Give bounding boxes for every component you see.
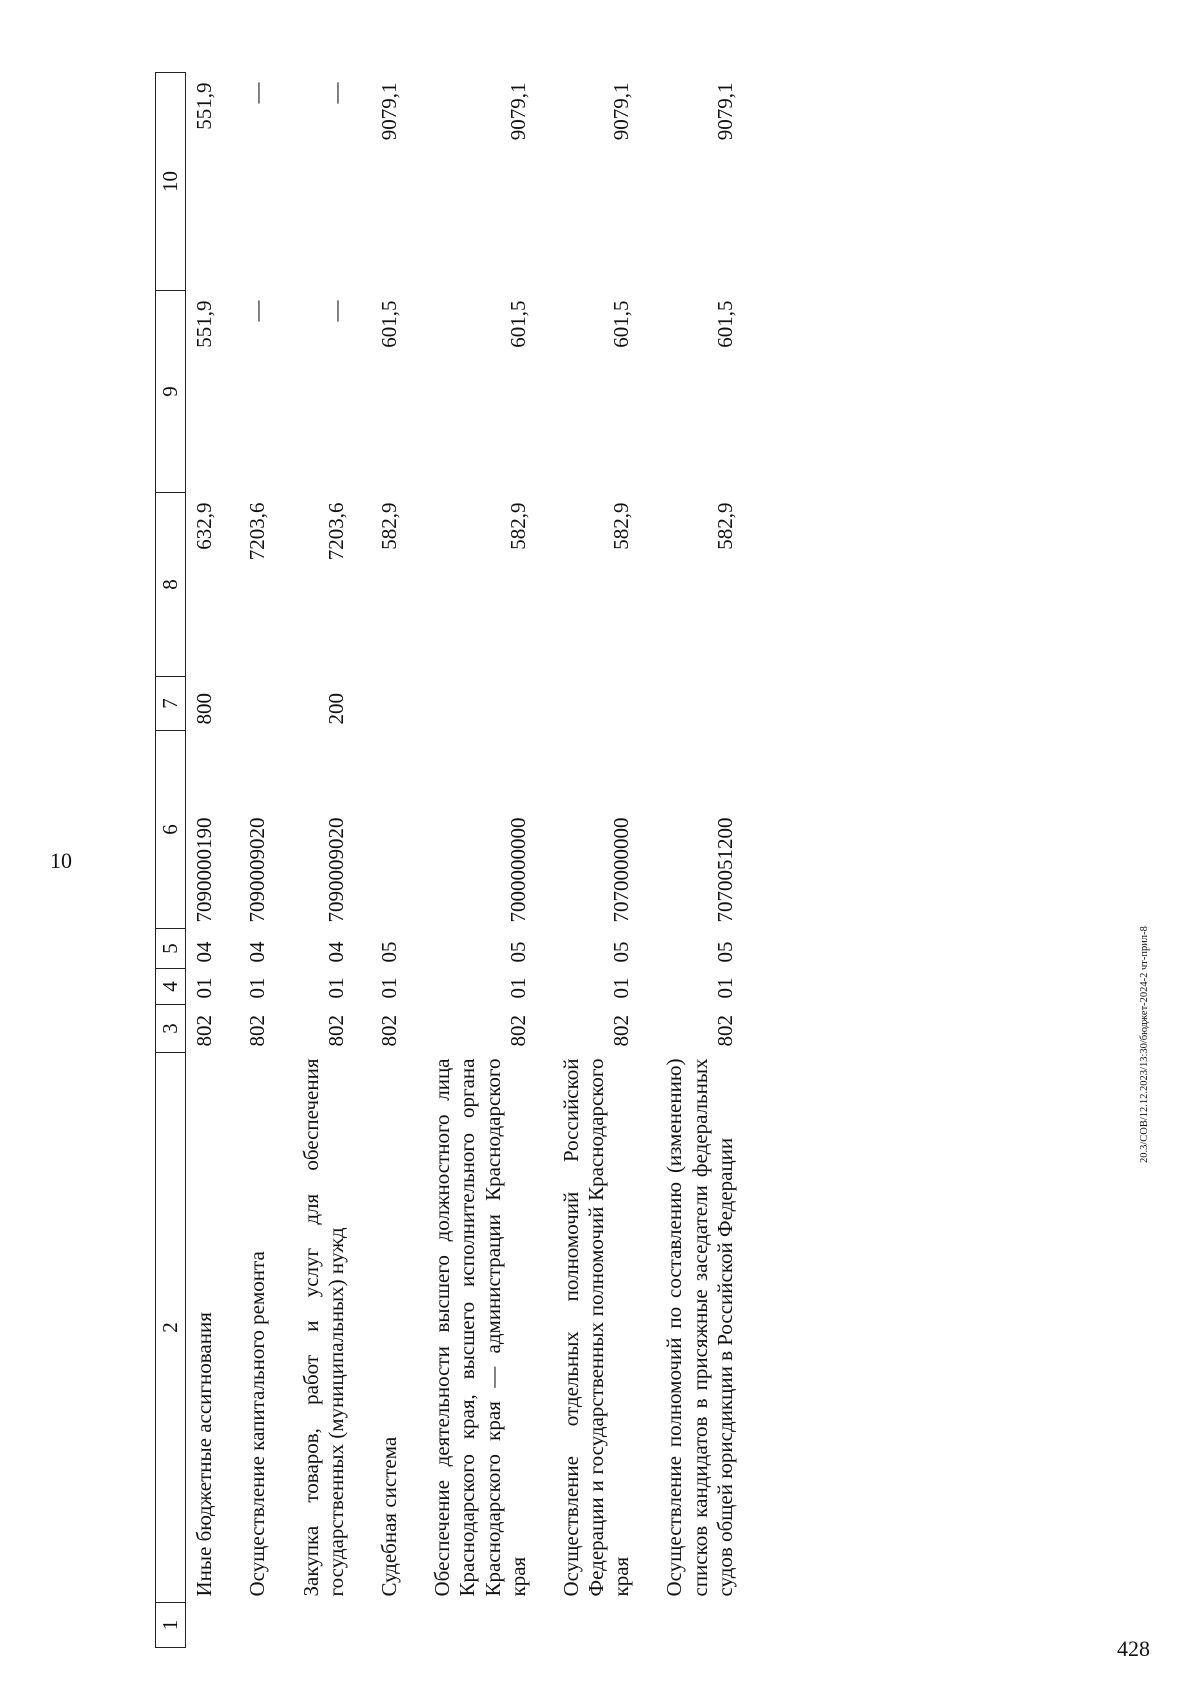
table-row xyxy=(553,73,657,1648)
cell-col-2: Осуществление капитального ремонта xyxy=(245,1251,270,1597)
cell-col-5: 04 xyxy=(245,941,270,963)
cell-col-5: 04 xyxy=(192,941,217,963)
cell-col-4: 01 xyxy=(245,977,270,999)
header-cell: 1 xyxy=(156,1603,186,1648)
header-cell: 3 xyxy=(156,1005,186,1053)
cell-col-4: 01 xyxy=(376,977,401,999)
cell-col-8: 7203,6 xyxy=(323,502,348,561)
table-row xyxy=(424,73,553,1648)
table-row xyxy=(293,73,371,1648)
cell-col-2: Закупка товаров, работ и услуг для обеспечения государственных (муниципальных) нужд xyxy=(298,1058,348,1597)
header-cell: 5 xyxy=(156,929,186,969)
rotated-table-container xyxy=(155,73,1055,1648)
cell-col-8: 582,9 xyxy=(712,502,737,550)
cell-col-9: 551,9 xyxy=(192,300,217,348)
cell-col-1 xyxy=(424,1603,553,1648)
cell-col-2: Обеспечение деятельности высшего должностного лица Краснодарского края, высшего исполнительного органа Краснодарского края — администрации Краснодарского края xyxy=(430,1058,530,1597)
cell-col-9: 601,5 xyxy=(376,300,401,348)
cell-col-3: 802 xyxy=(712,1015,737,1047)
cell-col-4: 01 xyxy=(505,977,530,999)
cell-col-6: 7090009020 xyxy=(323,817,348,923)
cell-col-7 xyxy=(424,677,553,731)
cell-col-9: 601,5 xyxy=(712,300,737,348)
cell-col-8: 582,9 xyxy=(376,502,401,550)
cell-col-9: — xyxy=(323,300,348,322)
cell-col-8: 582,9 xyxy=(505,502,530,550)
page-number: 10 xyxy=(50,848,72,873)
cell-col-2: Судебная система xyxy=(376,1436,401,1597)
cell-col-1 xyxy=(186,1603,240,1648)
cell-col-10: 9079,1 xyxy=(376,82,401,141)
cell-col-10: 9079,1 xyxy=(609,82,634,141)
cell-col-1 xyxy=(553,1603,657,1648)
cell-col-3: 802 xyxy=(609,1015,634,1047)
cell-col-9: 601,5 xyxy=(505,300,530,348)
cell-col-2: Иные бюджетные ассигнования xyxy=(192,1312,217,1597)
bottom-page-number: 428 xyxy=(1117,1636,1150,1661)
cell-col-6: 7070000000 xyxy=(609,817,634,923)
header-cell: 8 xyxy=(156,493,186,677)
cell-col-1 xyxy=(293,1603,371,1648)
header-row xyxy=(156,73,186,1648)
header-cell: 9 xyxy=(156,291,186,493)
cell-col-1 xyxy=(656,1603,760,1648)
cell-col-6: 7090000190 xyxy=(192,817,217,923)
table-row xyxy=(371,73,424,1648)
cell-col-4: 01 xyxy=(609,977,634,999)
cell-col-5: 04 xyxy=(323,941,348,963)
cell-col-7: 200 xyxy=(323,693,348,725)
cell-col-8: 7203,6 xyxy=(245,502,270,561)
cell-col-6 xyxy=(371,731,424,929)
header-cell: 10 xyxy=(156,73,186,291)
cell-col-10: 9079,1 xyxy=(505,82,530,141)
cell-col-7: 800 xyxy=(192,693,217,725)
cell-col-9: — xyxy=(245,300,270,322)
cell-col-5: 05 xyxy=(712,941,737,963)
cell-col-1 xyxy=(239,1603,292,1648)
table-row xyxy=(656,73,760,1648)
cell-col-4: 01 xyxy=(323,977,348,999)
cell-col-3: 802 xyxy=(245,1015,270,1047)
cell-col-5: 05 xyxy=(376,941,401,963)
cell-col-4: 01 xyxy=(192,977,217,999)
cell-col-3: 802 xyxy=(192,1015,217,1047)
cell-col-2: Осуществление полномочий по составлению (изменению) списков кандидатов в присяжные заседатели федеральных судов общей юрисдикции в Российской Федерации xyxy=(662,1058,737,1597)
cell-col-10: 551,9 xyxy=(192,82,217,130)
cell-col-8: 582,9 xyxy=(609,502,634,550)
header-cell: 2 xyxy=(156,1053,186,1603)
table-row xyxy=(239,73,292,1648)
cell-col-6: 7090009020 xyxy=(245,817,270,923)
header-cell: 7 xyxy=(156,677,186,731)
cell-col-5: 05 xyxy=(609,941,634,963)
cell-col-1 xyxy=(371,1603,424,1648)
cell-col-3: 802 xyxy=(323,1015,348,1047)
cell-col-7 xyxy=(239,677,292,731)
cell-col-10: 9079,1 xyxy=(712,82,737,141)
footer-code: 20.3/СОВ/12.12.2023/13:30/бюджет-2024-2 чт-прил-8 xyxy=(1139,926,1150,1163)
cell-col-3: 802 xyxy=(376,1015,401,1047)
cell-col-9: 601,5 xyxy=(609,300,634,348)
cell-col-7 xyxy=(656,677,760,731)
cell-col-6: 7070051200 xyxy=(712,817,737,923)
cell-col-10: — xyxy=(323,82,348,104)
cell-col-5: 05 xyxy=(505,941,530,963)
header-cell: 4 xyxy=(156,969,186,1005)
cell-col-7 xyxy=(371,677,424,731)
cell-col-2: Осуществление отдельных полномочий Российской Федерации и государственных полномочий Краснодарского края xyxy=(558,1058,634,1597)
cell-col-4: 01 xyxy=(712,977,737,999)
cell-col-3: 802 xyxy=(505,1015,530,1047)
cell-col-7 xyxy=(553,677,657,731)
cell-col-10: — xyxy=(245,82,270,104)
table-row xyxy=(186,73,240,1648)
cell-col-6: 7000000000 xyxy=(505,817,530,923)
header-cell: 6 xyxy=(156,731,186,929)
cell-col-8: 632,9 xyxy=(192,502,217,550)
budget-table xyxy=(155,72,760,1648)
